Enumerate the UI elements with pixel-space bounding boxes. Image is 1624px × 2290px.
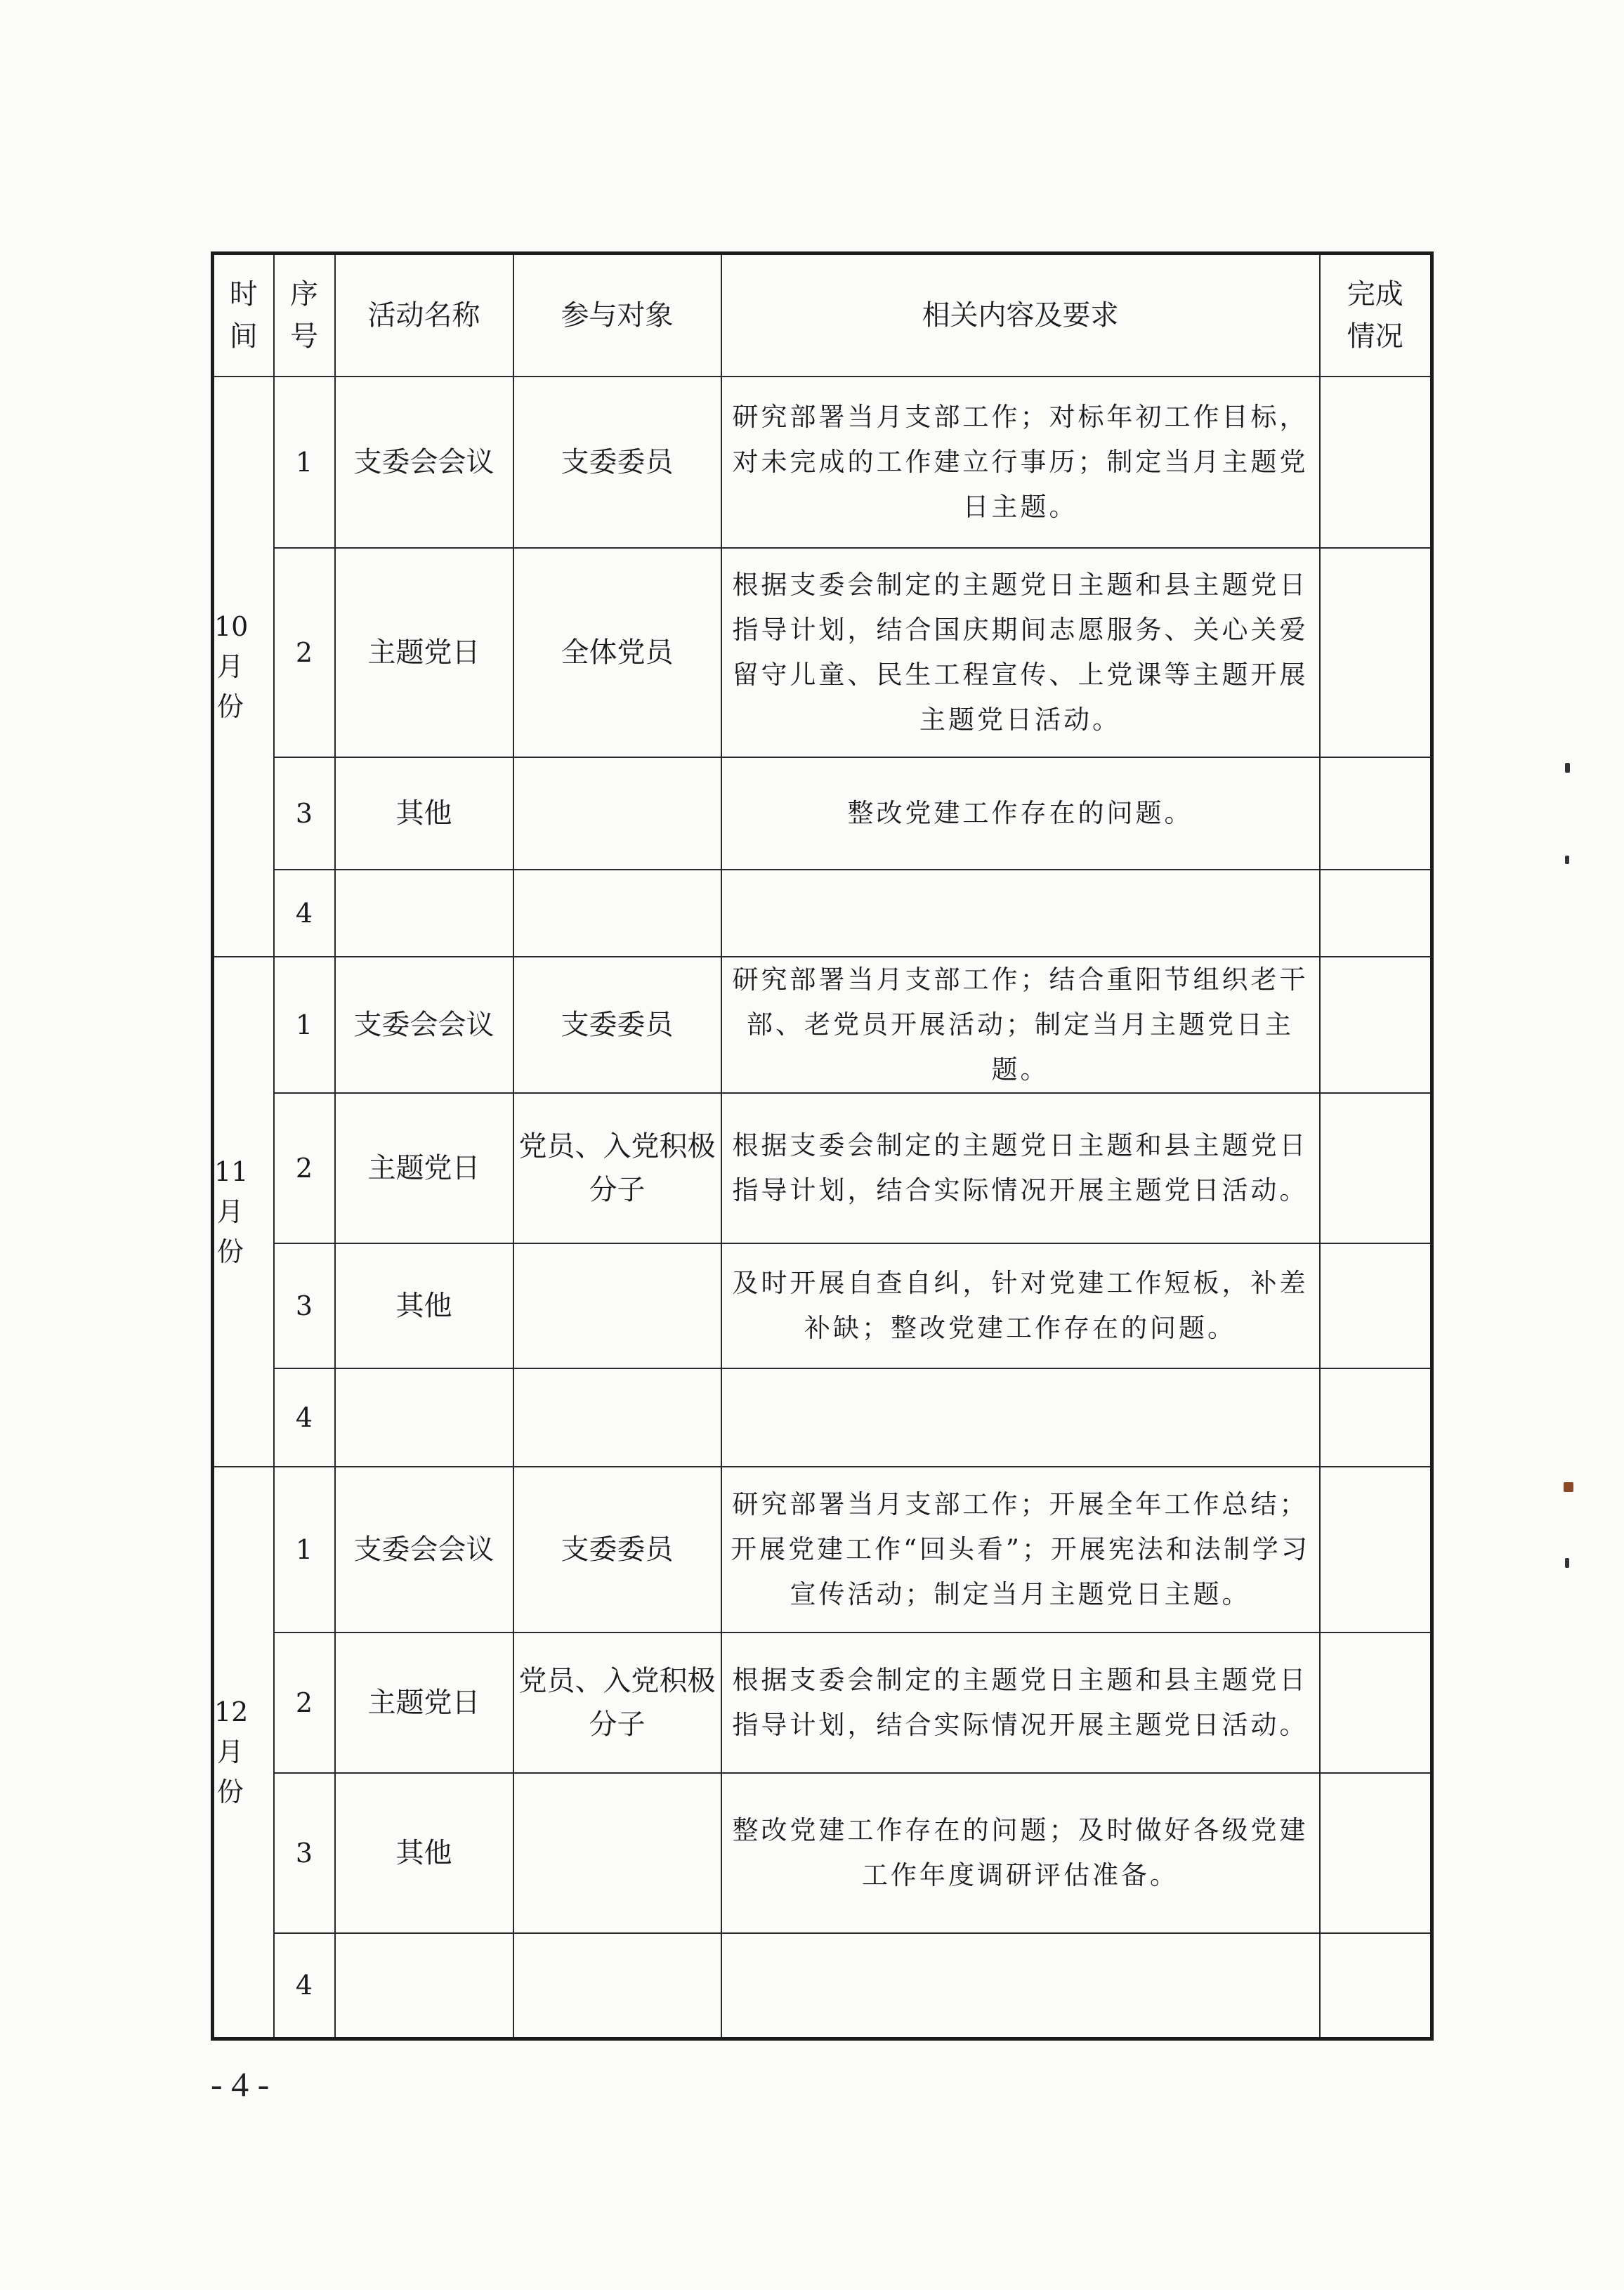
content-cell: 根据支委会制定的主题党日主题和县主题党日指导计划，结合国庆期间志愿服务、关心关爱留守儿童、民生工程宣传、上党课等主题开展主题党日活动。: [721, 548, 1320, 757]
table-row: [213, 870, 1432, 957]
seq-cell: 3: [274, 1773, 335, 1933]
seq-cell: 4: [274, 1933, 335, 2039]
status-cell: [1320, 1368, 1432, 1467]
seq-cell: 3: [274, 757, 335, 870]
table-row: [213, 1773, 1432, 1933]
content-cell: 研究部署当月支部工作；开展全年工作总结；开展党建工作“回头看”；开展宪法和法制学习宣传活动；制定当月主题党日主题。: [721, 1467, 1320, 1633]
table-row: [213, 1093, 1432, 1243]
participants-cell: 支委委员: [513, 957, 721, 1093]
participants-cell: [513, 1368, 721, 1467]
table-row: [213, 957, 1432, 1093]
activity-cell: [335, 1933, 513, 2039]
content-cell: [721, 1368, 1320, 1467]
scan-speck: [1565, 1558, 1569, 1568]
content-cell: [721, 870, 1320, 957]
seq-cell: 3: [274, 1243, 335, 1368]
activity-cell: 其他: [335, 1243, 513, 1368]
participants-cell: 党员、入党积极分子: [513, 1093, 721, 1243]
participants-cell: [513, 870, 721, 957]
participants-cell: [513, 1243, 721, 1368]
seq-cell: 4: [274, 870, 335, 957]
table-row: [213, 1368, 1432, 1467]
activity-cell: 支委会会议: [335, 957, 513, 1093]
table-row: [213, 1467, 1432, 1633]
activity-cell: [335, 1368, 513, 1467]
month-cell: 11月份: [213, 957, 274, 1467]
document-page: [211, 251, 1430, 2041]
status-cell: [1320, 1773, 1432, 1933]
header-seq: 序号: [274, 254, 335, 377]
status-cell: [1320, 870, 1432, 957]
seq-cell: 1: [274, 1467, 335, 1633]
scan-speck: [1564, 1482, 1573, 1492]
participants-cell: 支委委员: [513, 377, 721, 548]
status-cell: [1320, 1467, 1432, 1633]
seq-cell: 1: [274, 957, 335, 1093]
table-header-row: [213, 254, 1432, 377]
content-cell: 研究部署当月支部工作；结合重阳节组织老干部、老党员开展活动；制定当月主题党日主题。: [721, 957, 1320, 1093]
activity-cell: 支委会会议: [335, 377, 513, 548]
status-cell: [1320, 957, 1432, 1093]
activity-cell: 主题党日: [335, 1093, 513, 1243]
participants-cell: [513, 757, 721, 870]
table-row: [213, 757, 1432, 870]
status-cell: [1320, 757, 1432, 870]
activity-cell: 支委会会议: [335, 1467, 513, 1633]
table-row: [213, 548, 1432, 757]
status-cell: [1320, 548, 1432, 757]
status-cell: [1320, 377, 1432, 548]
seq-cell: 4: [274, 1368, 335, 1467]
content-cell: 研究部署当月支部工作；对标年初工作目标，对未完成的工作建立行事历；制定当月主题党日主题。: [721, 377, 1320, 548]
status-cell: [1320, 1633, 1432, 1773]
activity-cell: 其他: [335, 1773, 513, 1933]
content-cell: 整改党建工作存在的问题；及时做好各级党建工作年度调研评估准备。: [721, 1773, 1320, 1933]
scan-speck: [1565, 856, 1569, 864]
header-participants: 参与对象: [513, 254, 721, 377]
activity-cell: 其他: [335, 757, 513, 870]
participants-cell: 全体党员: [513, 548, 721, 757]
activity-cell: [335, 870, 513, 957]
content-cell: 根据支委会制定的主题党日主题和县主题党日指导计划，结合实际情况开展主题党日活动。: [721, 1633, 1320, 1773]
scan-speck: [1565, 763, 1570, 773]
seq-cell: 1: [274, 377, 335, 548]
page-number: - 4 -: [211, 2065, 270, 2104]
participants-cell: 支委委员: [513, 1467, 721, 1633]
table-row: [213, 377, 1432, 548]
seq-cell: 2: [274, 548, 335, 757]
header-activity: 活动名称: [335, 254, 513, 377]
header-time: 时间: [213, 254, 274, 377]
status-cell: [1320, 1093, 1432, 1243]
activity-cell: 主题党日: [335, 548, 513, 757]
content-cell: 及时开展自查自纠，针对党建工作短板，补差补缺；整改党建工作存在的问题。: [721, 1243, 1320, 1368]
status-cell: [1320, 1243, 1432, 1368]
table-row: [213, 1243, 1432, 1368]
header-content: 相关内容及要求: [721, 254, 1320, 377]
content-cell: 整改党建工作存在的问题。: [721, 757, 1320, 870]
table-row: [213, 1933, 1432, 2039]
participants-cell: [513, 1933, 721, 2039]
header-status: 完成情况: [1320, 254, 1432, 377]
seq-cell: 2: [274, 1093, 335, 1243]
activity-cell: 主题党日: [335, 1633, 513, 1773]
content-cell: [721, 1933, 1320, 2039]
participants-cell: 党员、入党积极分子: [513, 1633, 721, 1773]
participants-cell: [513, 1773, 721, 1933]
table-row: [213, 1633, 1432, 1773]
activity-plan-table: [211, 251, 1434, 2041]
month-cell: 10月份: [213, 377, 274, 957]
seq-cell: 2: [274, 1633, 335, 1773]
content-cell: 根据支委会制定的主题党日主题和县主题党日指导计划，结合实际情况开展主题党日活动。: [721, 1093, 1320, 1243]
status-cell: [1320, 1933, 1432, 2039]
month-cell: 12月份: [213, 1467, 274, 2039]
